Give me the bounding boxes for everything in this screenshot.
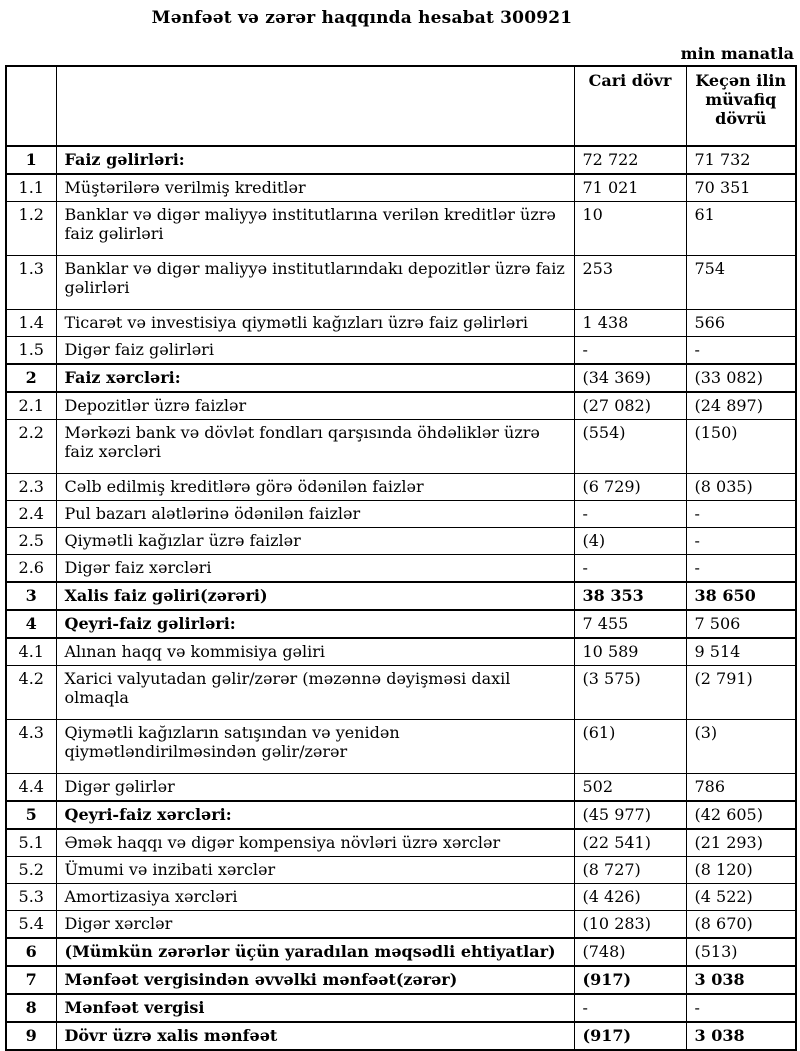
profit-loss-table: [5, 65, 797, 1051]
row-value-previous-cell: 3 038: [686, 1022, 796, 1050]
row-value-previous-cell: (3): [686, 720, 796, 774]
row-value-previous-cell: (33 082): [686, 364, 796, 392]
table-row: [6, 501, 796, 528]
row-number-cell: 2.1: [6, 392, 56, 420]
table-row: [6, 638, 796, 666]
row-value-current-cell: 253: [574, 256, 686, 310]
row-label-cell: Qiymətli kağızların satışından və yenidən qiymətləndirilməsindən gəlir/zərər: [56, 720, 574, 774]
row-label-cell: Cəlb edilmiş kreditlərə görə ödənilən faizlər: [56, 474, 574, 501]
row-label-cell: Digər faiz xərcləri: [56, 555, 574, 583]
header-previous-period-cell: Keçən ilin müvafiq dövrü: [686, 66, 796, 146]
row-label-cell: Qeyri-faiz xərcləri:: [56, 801, 574, 829]
row-value-previous-cell: 9 514: [686, 638, 796, 666]
row-number-cell: 1: [6, 146, 56, 174]
row-value-current-cell: (22 541): [574, 829, 686, 857]
table-header-row: [6, 66, 796, 146]
row-value-current-cell: 71 021: [574, 174, 686, 202]
row-number-cell: 5.1: [6, 829, 56, 857]
row-label-cell: Qiymətli kağızlar üzrə faizlər: [56, 528, 574, 555]
row-label-cell: Digər faiz gəlirləri: [56, 337, 574, 365]
row-value-current-cell: (45 977): [574, 801, 686, 829]
row-number-cell: 4.2: [6, 666, 56, 720]
row-value-current-cell: (6 729): [574, 474, 686, 501]
row-number-cell: 6: [6, 938, 56, 966]
row-number-cell: 5: [6, 801, 56, 829]
row-value-previous-cell: 61: [686, 202, 796, 256]
row-number-cell: 2.5: [6, 528, 56, 555]
row-value-current-cell: -: [574, 555, 686, 583]
row-value-current-cell: -: [574, 337, 686, 365]
table-row: [6, 774, 796, 802]
table-row: [6, 911, 796, 939]
row-number-cell: 5.2: [6, 857, 56, 884]
table-row: [6, 994, 796, 1022]
table-row: [6, 310, 796, 337]
row-value-previous-cell: -: [686, 555, 796, 583]
row-value-previous-cell: -: [686, 528, 796, 555]
row-value-current-cell: (4): [574, 528, 686, 555]
row-value-current-cell: 502: [574, 774, 686, 802]
row-value-previous-cell: 786: [686, 774, 796, 802]
row-label-cell: Dövr üzrə xalis mənfəət: [56, 1022, 574, 1050]
row-value-previous-cell: (2 791): [686, 666, 796, 720]
row-label-cell: Ticarət və investisiya qiymətli kağızları üzrə faiz gəlirləri: [56, 310, 574, 337]
row-label-cell: Digər xərclər: [56, 911, 574, 939]
row-value-current-cell: (8 727): [574, 857, 686, 884]
row-number-cell: 4: [6, 610, 56, 638]
header-current-period-cell: Cari dövr: [574, 66, 686, 146]
row-value-previous-cell: (150): [686, 420, 796, 474]
row-label-cell: (Mümkün zərərlər üçün yaradılan məqsədli ehtiyatlar): [56, 938, 574, 966]
row-number-cell: 8: [6, 994, 56, 1022]
row-value-previous-cell: (8 670): [686, 911, 796, 939]
row-value-previous-cell: (8 120): [686, 857, 796, 884]
row-value-previous-cell: 38 650: [686, 582, 796, 610]
row-label-cell: Depozitlər üzrə faizlər: [56, 392, 574, 420]
row-value-previous-cell: (21 293): [686, 829, 796, 857]
row-number-cell: 4.1: [6, 638, 56, 666]
row-number-cell: 1.2: [6, 202, 56, 256]
row-label-cell: Digər gəlirlər: [56, 774, 574, 802]
row-value-previous-cell: -: [686, 337, 796, 365]
row-number-cell: 4.4: [6, 774, 56, 802]
row-number-cell: 1.4: [6, 310, 56, 337]
row-label-cell: Mərkəzi bank və dövlət fondları qarşısında öhdəliklər üzrə faiz xərcləri: [56, 420, 574, 474]
row-number-cell: 9: [6, 1022, 56, 1050]
unit-label: min manatla: [680, 44, 794, 63]
row-value-current-cell: (3 575): [574, 666, 686, 720]
row-value-previous-cell: -: [686, 994, 796, 1022]
table-row: [6, 256, 796, 310]
table-row: [6, 420, 796, 474]
row-label-cell: Banklar və digər maliyyə institutlarındakı depozitlər üzrə faiz gəlirləri: [56, 256, 574, 310]
table-row: [6, 829, 796, 857]
row-number-cell: 4.3: [6, 720, 56, 774]
row-value-current-cell: (61): [574, 720, 686, 774]
row-value-current-cell: 10: [574, 202, 686, 256]
row-number-cell: 2.4: [6, 501, 56, 528]
table-row: [6, 1022, 796, 1050]
row-value-current-cell: (917): [574, 1022, 686, 1050]
header-number-cell: [6, 66, 56, 146]
row-label-cell: Banklar və digər maliyyə institutlarına verilən kreditlər üzrə faiz gəlirləri: [56, 202, 574, 256]
table-row: [6, 610, 796, 638]
row-value-current-cell: -: [574, 994, 686, 1022]
row-label-cell: Alınan haqq və kommisiya gəliri: [56, 638, 574, 666]
row-value-current-cell: 10 589: [574, 638, 686, 666]
table-row: [6, 146, 796, 174]
table-row: [6, 474, 796, 501]
row-number-cell: 2.2: [6, 420, 56, 474]
table-row: [6, 202, 796, 256]
row-label-cell: Müştərilərə verilmiş kreditlər: [56, 174, 574, 202]
row-value-current-cell: (748): [574, 938, 686, 966]
table-row: [6, 582, 796, 610]
table-row: [6, 337, 796, 365]
row-label-cell: Pul bazarı alətlərinə ödənilən faizlər: [56, 501, 574, 528]
row-label-cell: Faiz xərcləri:: [56, 364, 574, 392]
row-number-cell: 2: [6, 364, 56, 392]
row-value-current-cell: (917): [574, 966, 686, 994]
row-number-cell: 7: [6, 966, 56, 994]
row-number-cell: 1.1: [6, 174, 56, 202]
row-value-current-cell: (4 426): [574, 884, 686, 911]
row-value-previous-cell: (8 035): [686, 474, 796, 501]
row-value-previous-cell: (24 897): [686, 392, 796, 420]
row-value-current-cell: 7 455: [574, 610, 686, 638]
row-number-cell: 5.4: [6, 911, 56, 939]
row-label-cell: Əmək haqqı və digər kompensiya növləri üzrə xərclər: [56, 829, 574, 857]
table-row: [6, 884, 796, 911]
row-value-previous-cell: (42 605): [686, 801, 796, 829]
row-value-current-cell: (34 369): [574, 364, 686, 392]
row-value-current-cell: 1 438: [574, 310, 686, 337]
report-table-body: [6, 146, 796, 1050]
row-value-previous-cell: 3 038: [686, 966, 796, 994]
row-number-cell: 5.3: [6, 884, 56, 911]
table-row: [6, 392, 796, 420]
row-label-cell: Mənfəət vergisi: [56, 994, 574, 1022]
row-value-previous-cell: 566: [686, 310, 796, 337]
row-value-previous-cell: 7 506: [686, 610, 796, 638]
row-label-cell: Ümumi və inzibati xərclər: [56, 857, 574, 884]
row-value-previous-cell: (513): [686, 938, 796, 966]
row-label-cell: Faiz gəlirləri:: [56, 146, 574, 174]
row-number-cell: 1.5: [6, 337, 56, 365]
row-label-cell: Xarici valyutadan gəlir/zərər (məzənnə dəyişməsi daxil olmaqla: [56, 666, 574, 720]
table-row: [6, 174, 796, 202]
row-value-current-cell: (10 283): [574, 911, 686, 939]
header-label-cell: [56, 66, 574, 146]
table-row: [6, 720, 796, 774]
row-value-previous-cell: 754: [686, 256, 796, 310]
table-row: [6, 364, 796, 392]
row-value-previous-cell: 70 351: [686, 174, 796, 202]
row-value-current-cell: -: [574, 501, 686, 528]
row-number-cell: 3: [6, 582, 56, 610]
row-label-cell: Amortizasiya xərcləri: [56, 884, 574, 911]
row-number-cell: 1.3: [6, 256, 56, 310]
table-row: [6, 528, 796, 555]
table-row: [6, 857, 796, 884]
row-value-current-cell: 38 353: [574, 582, 686, 610]
page-title: Mənfəət və zərər haqqında hesabat 300921: [151, 8, 573, 28]
row-label-cell: Mənfəət vergisindən əvvəlki mənfəət(zərər): [56, 966, 574, 994]
row-label-cell: Qeyri-faiz gəlirləri:: [56, 610, 574, 638]
row-value-previous-cell: -: [686, 501, 796, 528]
row-value-current-cell: 72 722: [574, 146, 686, 174]
document-page: [0, 8, 800, 1051]
table-row: [6, 555, 796, 583]
row-value-current-cell: (27 082): [574, 392, 686, 420]
row-value-previous-cell: 71 732: [686, 146, 796, 174]
table-row: [6, 801, 796, 829]
table-row: [6, 938, 796, 966]
row-number-cell: 2.6: [6, 555, 56, 583]
row-label-cell: Xalis faiz gəliri(zərəri): [56, 582, 574, 610]
row-value-previous-cell: (4 522): [686, 884, 796, 911]
table-row: [6, 666, 796, 720]
table-row: [6, 966, 796, 994]
row-number-cell: 2.3: [6, 474, 56, 501]
row-value-current-cell: (554): [574, 420, 686, 474]
